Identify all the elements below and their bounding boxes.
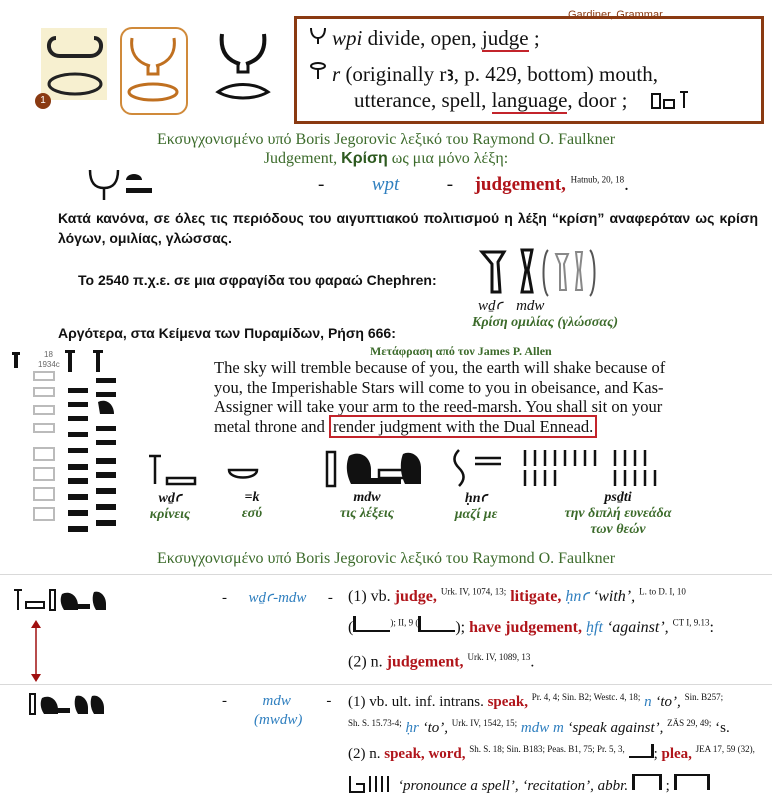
entry2-line2-c: , door ;: [567, 88, 628, 112]
wdc-mdw-hieroglyph-icon: [14, 586, 114, 614]
entry1-meaning-a: divide, open,: [367, 26, 477, 50]
subheader-greek: Κρίση: [341, 150, 388, 167]
b-l2-ref2: Urk. IV, 1542, 15;: [451, 718, 518, 728]
dash-2: -: [446, 174, 454, 195]
b-l2-mdwm: mdw m: [520, 720, 564, 736]
wpt-hieroglyph-icon: [86, 166, 156, 206]
divider-2: [0, 684, 772, 685]
translation-line-3: Assigner will take your arm to the reed-marsh. You shall sit on your: [214, 397, 663, 416]
column-number-2: 1934c: [38, 360, 60, 369]
chephren-caption: Κρίση ομιλίας (γλώσσας): [472, 315, 619, 330]
a-l2-end: :: [709, 619, 714, 636]
translation-line-2: you, the Imperishable Stars will come to you in obeisance, and Kas-: [214, 377, 664, 397]
a-l3-ref: Urk. IV, 1089, 13: [467, 652, 531, 662]
gloss-3-greek: τις λέξεις: [340, 506, 394, 521]
gloss-row: [0, 490, 772, 550]
translation-highlight: render judgment with the Dual Ennead.: [329, 415, 597, 438]
a-l2-ref3: CT I, 9.13: [672, 617, 710, 628]
link-arrow-icon: [30, 618, 42, 684]
a-l2-against: ‘against’,: [606, 619, 669, 636]
entry-b-line-1: [348, 692, 723, 711]
chephren-t1: wḏꜥ: [478, 298, 503, 314]
gloss-1: [130, 490, 210, 523]
subheader-a: Judgement,: [263, 150, 338, 167]
wpt-ref: Hatnub, 20, 18: [570, 174, 625, 185]
entry2-paren: (originally rꜣ, p. 429, bottom) mouth,: [345, 62, 658, 86]
translation-line-4: [214, 417, 764, 437]
wpi-sign-icon: [308, 26, 328, 46]
chephren-t2: mdw: [516, 298, 545, 314]
gloss-3: [312, 490, 422, 522]
pyramid-text: Αργότερα, στα Κείμενα των Πυραμίδων, Ρήση 666:: [58, 325, 396, 341]
translation-line-4-a: metal throne and: [214, 416, 325, 436]
a-l1-ref: Urk. IV, 1074, 13;: [440, 586, 507, 597]
b-l2-to: ‘to’,: [422, 720, 449, 736]
entry-b-dash-2: -: [326, 693, 332, 709]
b-l3-plea: plea,: [661, 746, 692, 762]
door-signs-icon: [650, 90, 690, 110]
b-l2-ref3: ZÄS 29, 49;: [667, 718, 712, 728]
entry-b-line-2: [348, 718, 730, 737]
a-l1-litigate: litigate,: [510, 588, 562, 605]
a-l1-with: ‘with’,: [592, 588, 636, 605]
column-number: 18: [44, 350, 53, 359]
wpt-end: .: [624, 174, 629, 195]
entry2-translit: r: [332, 62, 341, 86]
entry-a-translit: wḏꜥ-mdw: [248, 590, 307, 606]
a-l2-hft: ḫft: [586, 619, 603, 636]
entry-b-translit-2: (mwdw): [254, 712, 303, 728]
b-l1-ref: Pr. 4, 4; Sin. B2; Westc. 4, 18;: [531, 692, 641, 702]
translation-line-1: The sky will tremble because of you, the earth will shake because of: [214, 358, 666, 377]
b-l1-n: n: [644, 694, 652, 710]
entry-a-dash-2: -: [327, 590, 333, 606]
gloss-3-translit: mdw: [353, 490, 381, 505]
spell-signs-icon: [348, 772, 396, 796]
gloss-2-translit: =k: [244, 490, 260, 505]
gloss-1-translit: wḏꜥ: [158, 491, 182, 506]
citation: Gardiner, Grammar: [568, 9, 663, 21]
gardiner-entry-2: [332, 62, 658, 87]
gloss-2: [222, 490, 282, 522]
a-l2-ref: ); II, 9 (: [390, 617, 419, 628]
entry2-line2-a: utterance, spell,: [354, 88, 487, 112]
b-l1-ref2: Sin. B257;: [684, 692, 724, 702]
b-l1-to: ‘to’,: [655, 694, 681, 710]
b-l3-semi: ;: [653, 746, 658, 762]
entry1-translit: wpi: [332, 26, 363, 50]
entry1-meaning-judge: judge: [481, 26, 529, 50]
entry-a-headword: [222, 588, 333, 607]
entry-b-line-3: [348, 744, 755, 763]
horns-sign-icon-3: [212, 30, 274, 108]
b-l1-speak: speak,: [487, 694, 529, 710]
gloss-4-greek: μαζί με: [454, 507, 498, 522]
wpt-judgement: judgement,: [474, 174, 566, 195]
b-l2-hr: ḥr: [405, 720, 419, 736]
a-l1-ref2: L. to D. I, 10: [639, 586, 686, 597]
b-l2-speak-against: ‘speak against’,: [567, 720, 664, 736]
paragraph-rule: Κατά κανόνα, σε όλες τις περιόδους του αιγυπτιακού πολιτισμού η λέξη “κρίση” αναφερόταν ως κρίση λόγων, ομιλίας, γλώσσας.: [58, 210, 758, 246]
chephren-text: Το 2540 π.χ.ε. σε μια σφραγίδα του φαραώ Chephren:: [78, 272, 437, 288]
sign-group-icon: [353, 616, 390, 632]
b-l3-ref2: JEA 17, 59 (32),: [695, 744, 755, 754]
wpt-translit: wpt: [371, 174, 400, 195]
b-l3-word: word,: [428, 746, 466, 762]
entry-b-line-4: [398, 774, 710, 795]
entry2-line2-language: language: [491, 88, 568, 112]
gloss-4-translit: ḥnꜥ: [464, 491, 488, 506]
entry-b-dash: -: [222, 693, 227, 709]
horns-sign-icon-2: [122, 32, 184, 110]
b-l1-a: (1) vb. ult. inf. intrans.: [348, 694, 484, 710]
a-l1-hnc: ḥnꜥ: [565, 588, 589, 605]
divider-1: [0, 574, 772, 575]
number-badge: 1: [35, 93, 51, 109]
gloss-5: [528, 490, 708, 538]
gloss-5-greek: την διπλή ευνεάδα: [564, 506, 672, 521]
gardiner-entry-2-line2: [354, 88, 627, 113]
gloss-1-greek: κρίνεις: [149, 507, 191, 522]
a-l1-judge: judge,: [394, 588, 437, 605]
entry-a-line-1: [348, 586, 686, 606]
entry-a-line-2: [348, 616, 714, 637]
a-l2-open: (: [348, 619, 354, 636]
gloss-2-greek: εσύ: [241, 506, 263, 521]
a-l3-end: .: [530, 653, 535, 671]
inline-signs-icon: [629, 744, 654, 758]
entry-a-line-3: [348, 652, 534, 671]
mdw-hieroglyph-icon: [28, 690, 112, 718]
chephren-translit: [478, 296, 544, 315]
horns-sign-icon: [44, 30, 106, 102]
wpt-entry: [318, 174, 629, 196]
b-l4-semi: ;: [665, 778, 670, 794]
gloss-4: [436, 490, 516, 523]
gardiner-entry-1: [332, 26, 540, 51]
abbr-sign-icon: [632, 774, 662, 790]
faulkner-header-1: Εκσυγχονισμένο υπό Boris Jegorovic λεξικό του Raymond O. Faulkner: [156, 131, 616, 148]
faulkner-header-2: Εκσυγχονισμένο υπό Boris Jegorovic λεξικό του Raymond O. Faulkner: [156, 550, 616, 567]
a-l2-close: );: [455, 619, 466, 636]
subheader-c: ως μια μόνο λέξη:: [391, 150, 509, 167]
b-l3-speak: speak,: [384, 746, 425, 762]
b-l3-ref: Sh. S. 18; Sin. B183; Peas. B1, 75; Pr. 5, 3,: [469, 744, 625, 754]
b-l3-a: (2) n.: [348, 746, 381, 762]
dash-1: -: [318, 174, 325, 195]
gloss-hieroglyphs-icon: [145, 446, 705, 490]
abbr-sign-icon-2: [674, 774, 710, 790]
b-l4-a: ‘pronounce a spell’, ‘recitation’, abbr.: [398, 778, 629, 794]
a-l2-have: have judgement,: [469, 619, 582, 636]
entry-a-dash: -: [222, 590, 227, 606]
r-sign-icon: [310, 62, 326, 80]
entry-b-translit: mdw: [262, 693, 291, 709]
gloss-5-greek-2: των θεών: [590, 522, 646, 537]
entry1-meaning-c: ;: [533, 26, 540, 50]
chephren-seal-icon: [478, 246, 598, 298]
gloss-5-translit: psḏti: [604, 490, 632, 505]
a-l3-judgement: judgement,: [386, 653, 464, 671]
translation-text: [214, 358, 764, 436]
entry-b-headword: [222, 693, 331, 710]
a-l1-a: (1) vb.: [348, 588, 391, 605]
b-l2-end: ‘s.: [715, 720, 730, 736]
b-l2-ref: Sh. S. 15.73-4;: [348, 718, 402, 728]
translation-credit: Μετάφραση από τον James P. Allen: [370, 344, 552, 358]
sign-group-icon-2: [418, 616, 455, 632]
a-l3-a: (2) n.: [348, 653, 383, 671]
